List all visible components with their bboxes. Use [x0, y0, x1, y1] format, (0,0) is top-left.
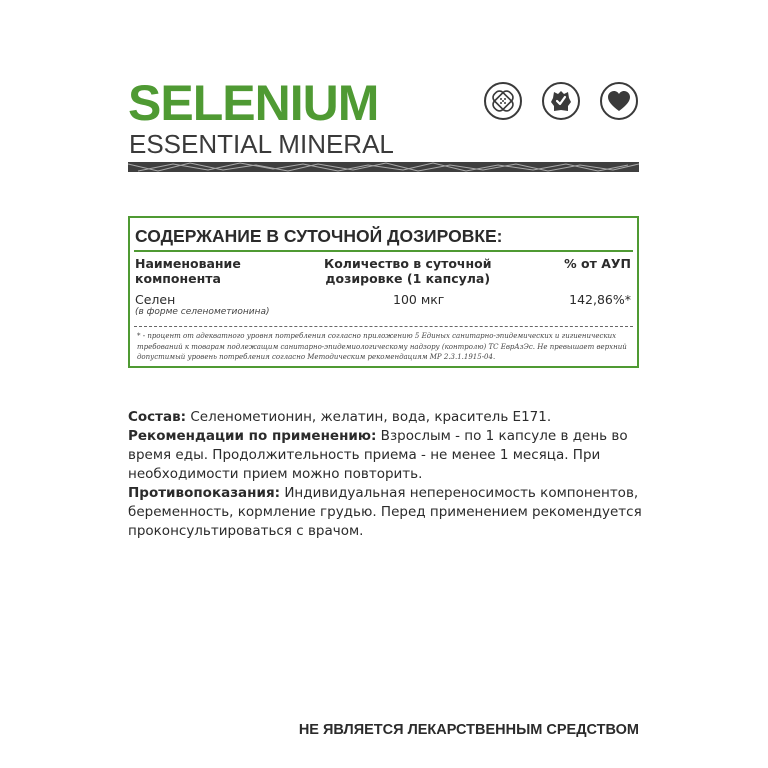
- component-name: Селен: [135, 292, 176, 307]
- column-header-component-line1: Наименование: [135, 256, 241, 271]
- column-header-amount-line2: дозировке (1 капсула): [325, 271, 491, 286]
- feature-badges: [484, 82, 640, 124]
- decorative-rule: [128, 162, 639, 172]
- gluten-free-icon: [484, 82, 522, 120]
- product-title: SELENIUM: [128, 75, 379, 131]
- heart-icon: [600, 82, 638, 120]
- component-percent: 142,86%*: [569, 292, 631, 307]
- product-info: [128, 408, 648, 541]
- product-subtitle: ESSENTIAL MINERAL: [129, 129, 394, 159]
- usage-label: Рекомендации по применению:: [128, 428, 377, 444]
- footnote-divider: [134, 326, 633, 327]
- usage-text: Взрослым - по 1 капсуле в день во время еды. Продолжительность приема - не менее 1 месяца. При необходимости прием можно повторить.: [128, 428, 628, 482]
- contraindications-paragraph: [128, 484, 648, 541]
- column-header-amount-line1: Количество в суточной: [324, 256, 492, 271]
- column-header-amount: [324, 256, 492, 286]
- column-header-component-line2: компонента: [135, 271, 221, 286]
- composition-paragraph: [128, 408, 648, 427]
- dosage-table: [128, 216, 639, 368]
- composition-label: Состав:: [128, 409, 187, 425]
- usage-paragraph: [128, 427, 648, 484]
- footnote: * - процент от адекватного уровня потребления согласно приложению 5 Единых санитарно-эпидемических и гигиенических требований к товарам подлежащим санитарно-эпидемиологическому надзору (контролю) ТС ЕврАзЭс. Не превышает верхний допустимый уровень потребления согласно Методическим рекомендациям МР 2.3.1.1915-04.: [137, 332, 627, 361]
- contraindications-label: Противопоказания:: [128, 485, 281, 501]
- column-header-percent: % от АУП: [564, 256, 631, 271]
- column-header-component: [135, 256, 241, 286]
- not-a-medicine-note: НЕ ЯВЛЯЕТСЯ ЛЕКАРСТВЕННЫМ СРЕДСТВОМ: [298, 722, 639, 738]
- leather-check-icon: [542, 82, 580, 120]
- heading-divider: [134, 250, 633, 252]
- contraindications-text: Индивидуальная непереносимость компонентов, беременность, кормление грудью. Перед применением рекомендуется проконсультироваться с врачом.: [128, 485, 642, 539]
- component-amount: 100 мкг: [393, 292, 445, 307]
- composition-text: Селенометионин, желатин, вода, краситель Е171.: [186, 409, 552, 425]
- dosage-heading: СОДЕРЖАНИЕ В СУТОЧНОЙ ДОЗИРОВКЕ:: [135, 226, 503, 246]
- component-note: (в форме селенометионина): [135, 307, 270, 317]
